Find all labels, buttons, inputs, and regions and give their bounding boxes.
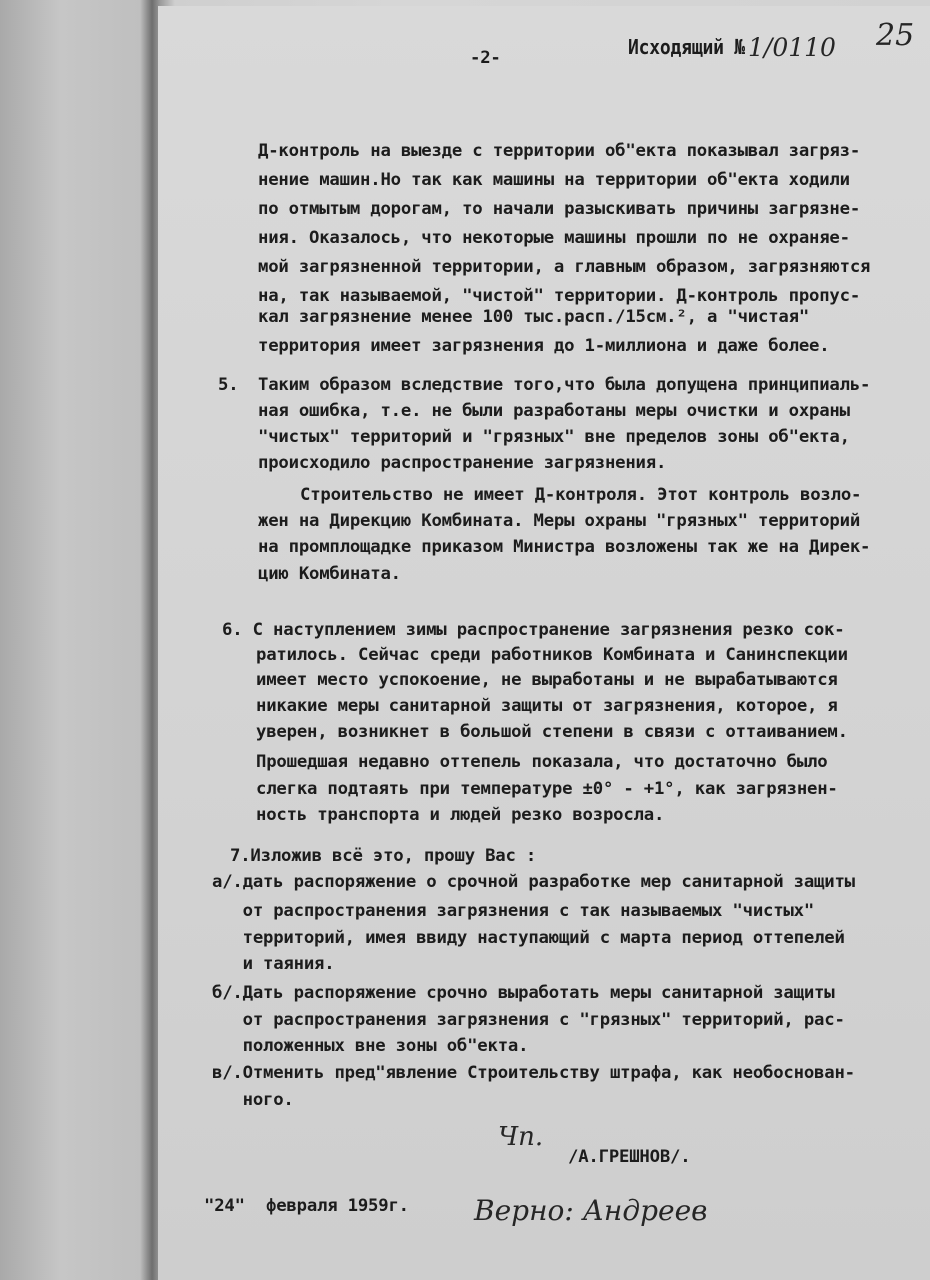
para4-line: нение машин.Но так как машины на территории об"екта ходили — [258, 170, 850, 190]
certification-handwriting: Верно: Андреев — [474, 1194, 708, 1227]
item6-line: ратилось. Сейчас среди работников Комбината и Санинспекции — [256, 645, 848, 665]
item6-line: 6. С наступлением зимы распространение загрязнения резко сок- — [222, 620, 845, 640]
item-v-line: ного. — [212, 1090, 294, 1110]
item5-line: происходило распространение загрязнения. — [258, 453, 667, 473]
para4-line: Д-контроль на выезде с территории об"екта показывал загряз- — [258, 141, 861, 161]
item-a-line: и таяния. — [212, 954, 335, 974]
item5-line: Таким образом вследствие того,что была допущена принципиаль- — [258, 375, 871, 395]
document-sheet — [158, 6, 930, 1280]
handwritten-mark: Чп. — [498, 1122, 544, 1152]
para4-line: ния. Оказалось, что некоторые машины прошли по не охраняе- — [258, 228, 850, 248]
item5b-line: Строительство не имеет Д-контроля. Этот контроль возло- — [300, 485, 862, 505]
page-number: -2- — [470, 48, 501, 68]
para4-line: на, так называемой, "чистой" территории. Д-контроль пропус- — [258, 286, 861, 306]
item6-line: Прошедшая недавно оттепель показала, что достаточно было — [256, 752, 828, 772]
outgoing-number: 1/0110 — [748, 33, 836, 62]
item-a-line: от распространения загрязнения с так называемых "чистых" — [212, 901, 815, 921]
date-rest: февраля 1959г. — [266, 1196, 409, 1216]
para4-line: кал загрязнение менее 100 тыс.расп./15см.², а "чистая" — [258, 307, 810, 327]
item-a-line: территорий, имея ввиду наступающий с марта период оттепелей — [212, 928, 845, 948]
item5-number: 5. — [218, 375, 239, 395]
outgoing-label: Исходящий № — [628, 35, 746, 60]
item6-line: никакие меры санитарной защиты от загрязнения, которое, я — [256, 696, 838, 716]
item5b-line: жен на Дирекцию Комбината. Меры охраны "грязных" территорий — [258, 511, 861, 531]
item5-line: "чистых" территорий и "грязных" вне пределов зоны об"екта, — [258, 427, 850, 447]
item5b-line: цию Комбината. — [258, 564, 401, 584]
item6-line: имеет место успокоение, не выработаны и не вырабатываются — [256, 670, 838, 690]
date-day: "24" — [204, 1196, 245, 1216]
item6-line: уверен, возникнет в большой степени в связи с оттаиванием. — [256, 722, 848, 742]
para4-line: мой загрязненной территории, а главным образом, загрязняются — [258, 257, 871, 277]
sheet-number: 25 — [876, 18, 915, 53]
signer-name: /А.ГРЕШНОВ/. — [568, 1147, 691, 1167]
item-a-line: а/.дать распоряжение о срочной разработке мер санитарной защиты — [212, 872, 855, 892]
item-b-line: от распространения загрязнения с "грязных" территорий, рас- — [212, 1010, 845, 1030]
para4-line: по отмытым дорогам, то начали разыскивать причины загрязне- — [258, 199, 861, 219]
item-v-line: в/.Отменить пред"явление Строительству штрафа, как необоснован- — [212, 1063, 855, 1083]
para4-line: территория имеет загрязнения до 1-миллиона и даже более. — [258, 336, 830, 356]
item-b-line: положенных вне зоны об"екта. — [212, 1036, 529, 1056]
item7-line: 7.Изложив всё это, прошу Вас : — [230, 846, 537, 866]
item5b-line: на промплощадке приказом Министра возложены так же на Дирек- — [258, 537, 871, 557]
item5-line: ная ошибка, т.е. не были разработаны меры очистки и охраны — [258, 401, 850, 421]
item-b-line: б/.Дать распоряжение срочно выработать меры санитарной защиты — [212, 983, 835, 1003]
item6-line: ность транспорта и людей резко возросла. — [256, 805, 665, 825]
item6-line: слегка подтаять при температуре ±0° - +1°, как загрязнен- — [256, 779, 838, 799]
